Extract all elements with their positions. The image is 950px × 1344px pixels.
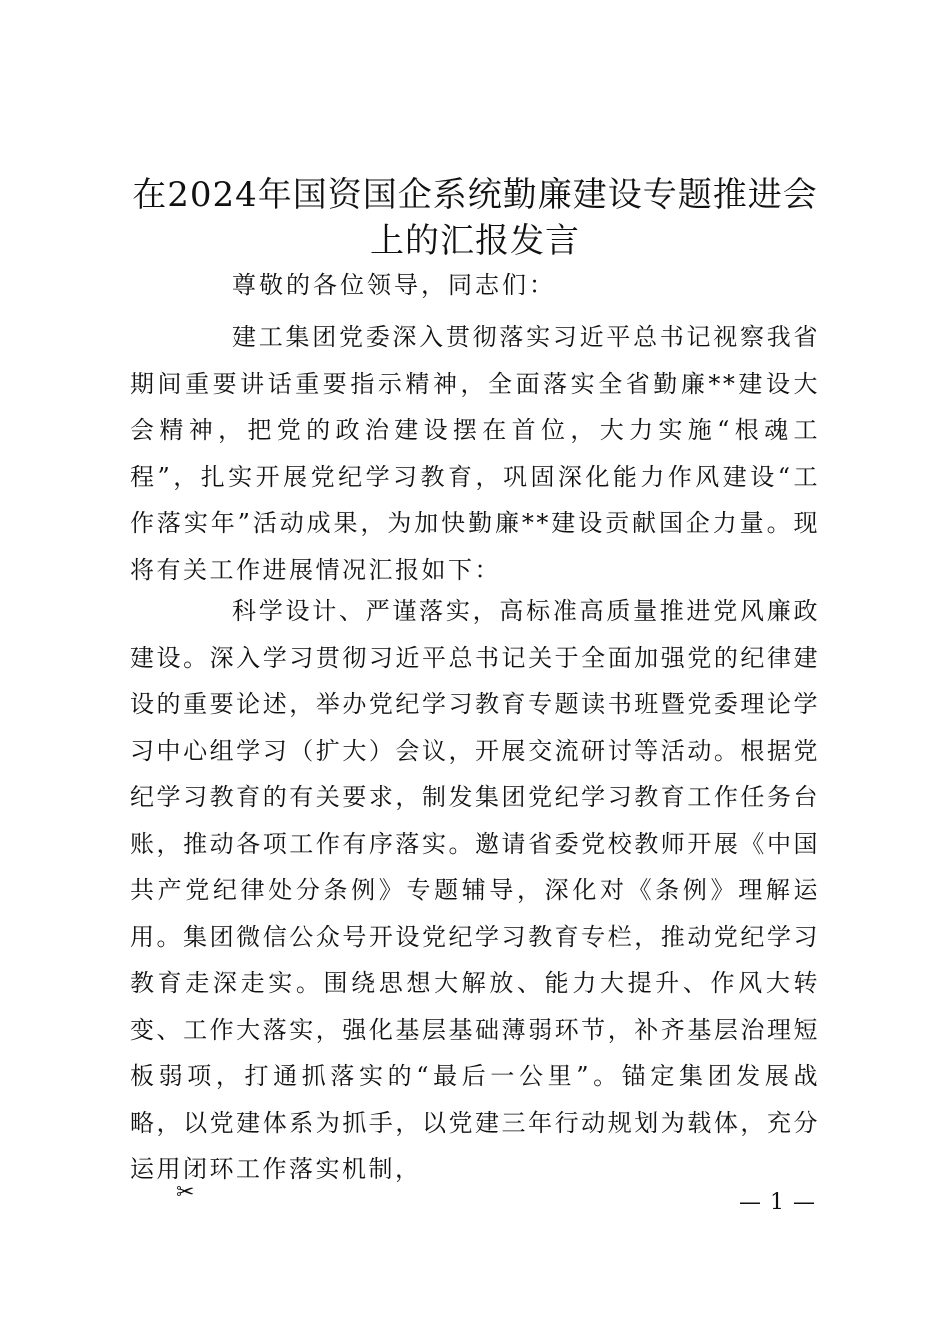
document-title bbox=[100, 172, 850, 264]
page-number: — 1 — bbox=[739, 1190, 816, 1215]
title-line-1: 在2024年国资国企系统勤廉建设专题推进会 bbox=[132, 175, 818, 215]
title-line-2: 上的汇报发言 bbox=[370, 221, 580, 261]
body-paragraph-intro: 建工集团党委深入贯彻落实习近平总书记视察我省期间重要讲话重要指示精神，全面落实全省勤廉**建设大会精神，把党的政治建设摆在首位，大力实施“根魂工程”，扎实开展党纪学习教育，巩固深化能力作风建设“工作落实年”活动成果，为加快勤廉**建设贡献国企力量。现将有关工作进展情况汇报如下： bbox=[130, 323, 820, 584]
salutation: 尊敬的各位领导，同志们： bbox=[232, 271, 556, 299]
body-paragraph-section-1: 科学设计、严谨落实，高标准高质量推进党风廉政建设。深入学习贯彻习近平总书记关于全面加强党的纪律建设的重要论述，举办党纪学习教育专题读书班暨党委理论学习中心组学习（扩大）会议，开展交流研讨等活动。根据党纪学习教育的有关要求，制发集团党纪学习教育工作任务台账，推动各项工作有序落实。邀请省委党校教师开展《中国共产党纪律处分条例》专题辅导，深化对《条例》理解运用。集团微信公众号开设党纪学习教育专栏，推动党纪学习教育走深走实。围绕思想大解放、能力大提升、作风大转变、工作大落实，强化基层基础薄弱环节，补齐基层治理短板弱项，打通抓落实的“最后一公里”。锚定集团发展战略，以党建体系为抓手，以党建三年行动规划为载体，充分运用闭环工作落实机制， bbox=[130, 597, 820, 1183]
scissors-icon: ✂ bbox=[176, 1180, 195, 1205]
